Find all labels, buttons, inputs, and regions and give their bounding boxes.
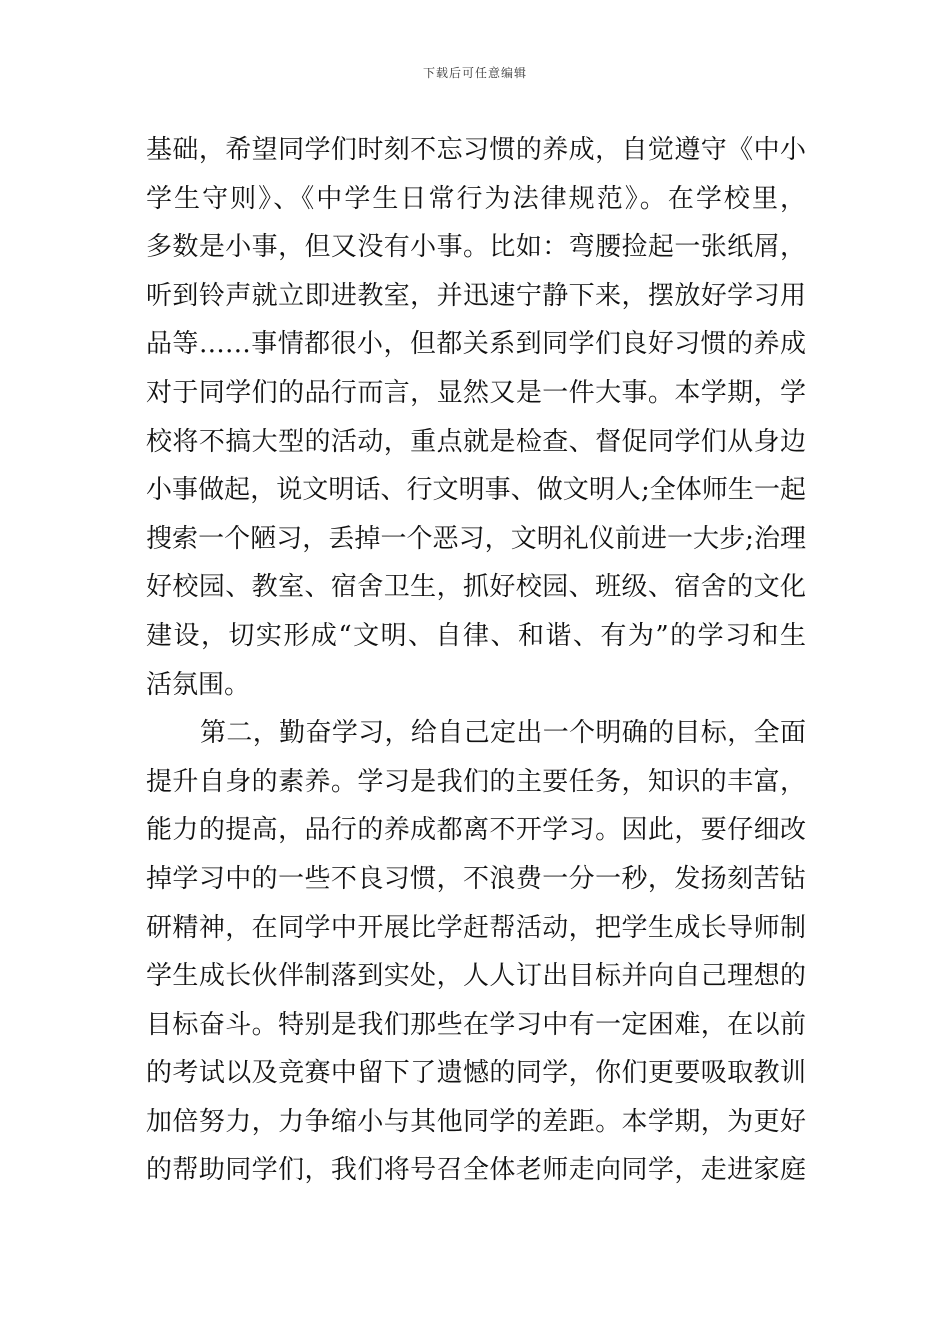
- text-line: 研精神，在同学中开展比学赶帮活动，把学生成长导师制: [146, 912, 806, 943]
- text-line: 的帮助同学们，我们将号召全体老师走向同学，走进家庭: [146, 1155, 806, 1186]
- text-line: 加倍努力，力争缩小与其他同学的差距。本学期，为更好: [146, 1106, 806, 1137]
- text-line: 的考试以及竞赛中留下了遗憾的同学，你们更要吸取教训: [146, 1058, 806, 1089]
- text-line: 多数是小事，但又没有小事。比如：弯腰捡起一张纸屑，: [146, 232, 806, 263]
- document-body: [146, 126, 806, 1195]
- text-line: 学生守则》、《中学生日常行为法律规范》。在学校里，: [146, 183, 806, 214]
- text-line: 建设，切实形成“文明、自律、和谐、有为”的学习和生: [146, 620, 806, 651]
- text-line: 校将不搞大型的活动，重点就是检查、督促同学们从身边: [146, 426, 806, 457]
- text-line: 小事做起，说文明话、行文明事、做文明人;全体师生一起: [146, 475, 806, 506]
- page-header: 下载后可任意编辑: [422, 66, 527, 80]
- text-line: 学生成长伙伴制落到实处，人人订出目标并向自己理想的: [146, 961, 806, 992]
- text-line: 好校园、教室、宿舍卫生，抓好校园、班级、宿舍的文化: [146, 572, 806, 603]
- text-line: 基础，希望同学们时刻不忘习惯的养成，自觉遵守《中小: [146, 135, 806, 165]
- text-line: 提升自身的素养。学习是我们的主要任务，知识的丰富，: [146, 766, 806, 797]
- paragraph-start-line: 第二，勤奋学习，给自己定出一个明确的目标，全面: [200, 718, 806, 749]
- text-line: 搜索一个陋习，丢掉一个恶习，文明礼仪前进一大步;治理: [146, 523, 806, 554]
- paragraph-end-line: 活氛围。: [146, 669, 251, 700]
- text-line: 目标奋斗。特别是我们那些在学习中有一定困难，在以前: [146, 1009, 806, 1040]
- text-line: 能力的提高，品行的养成都离不开学习。因此，要仔细改: [146, 815, 806, 846]
- text-line: 掉学习中的一些不良习惯，不浪费一分一秒，发扬刻苦钻: [146, 863, 806, 894]
- text-line: 品等……事情都很小，但都关系到同学们良好习惯的养成: [146, 329, 806, 360]
- text-line: 对于同学们的品行而言，显然又是一件大事。本学期，学: [146, 377, 806, 408]
- text-line: 听到铃声就立即进教室，并迅速宁静下来，摆放好学习用: [146, 280, 806, 311]
